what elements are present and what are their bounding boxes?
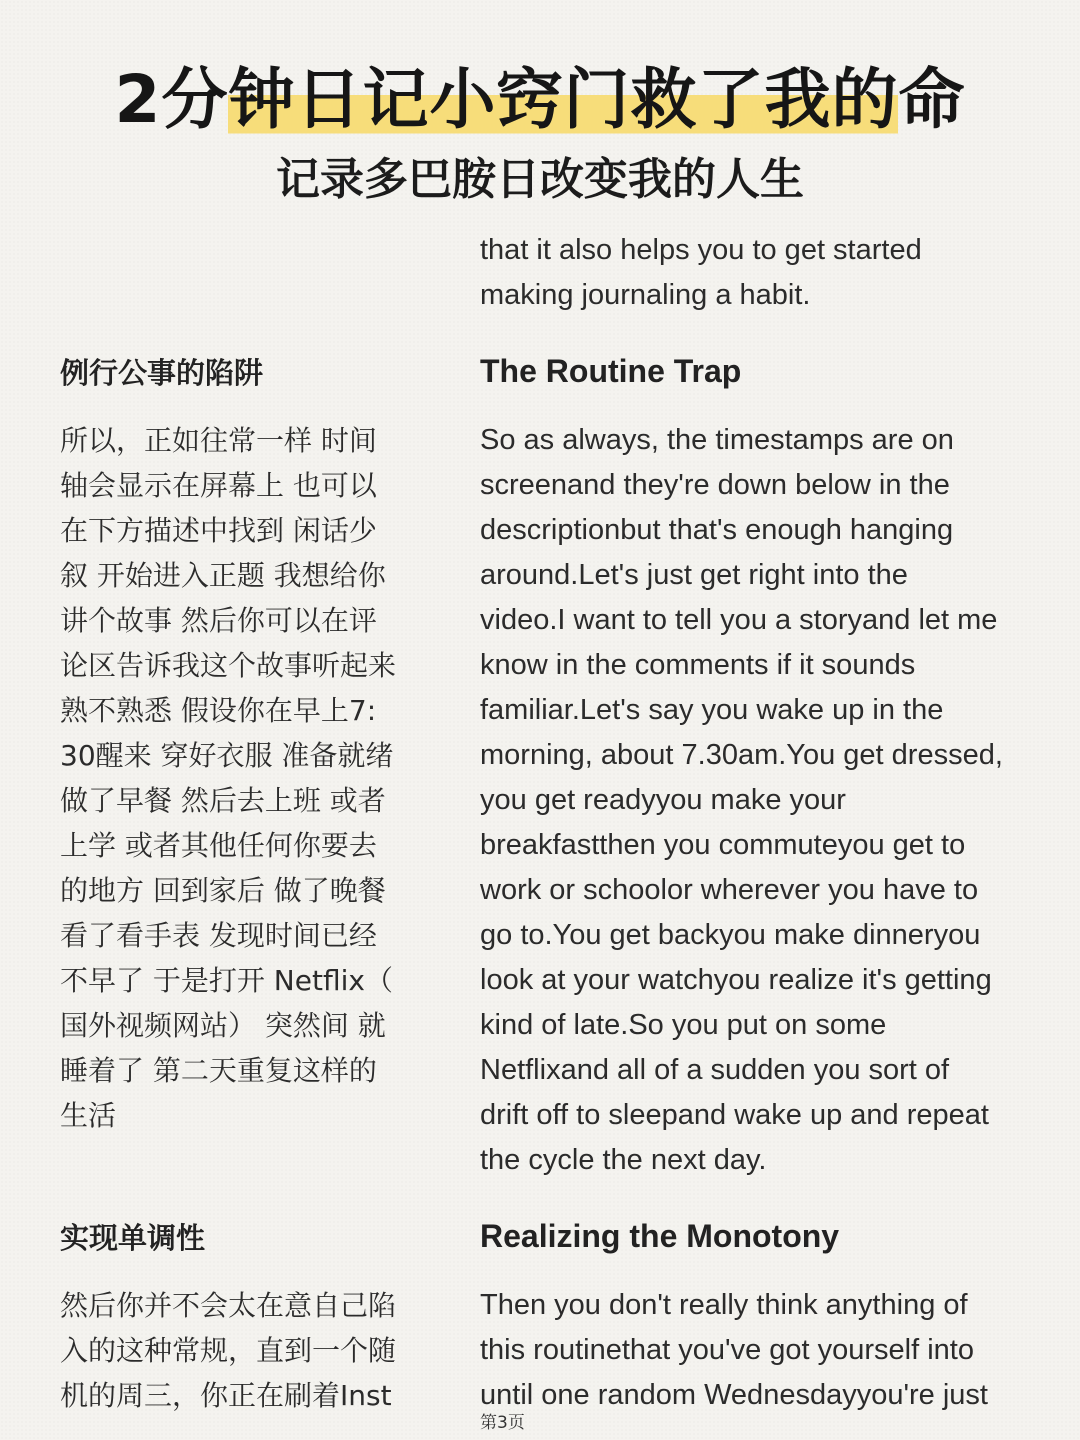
title-highlight: 钟日记小窍门救了我的 — [228, 61, 899, 138]
section-body-zh: 所以，正如往常一样 时间 轴会显示在屏幕上 也可以 在下方描述中找到 闲话少 叙 开始进入正题 我想给你 讲个故事 然后你可以在评 论区告诉我这个故事听起来 熟不熟悉 假设你在早上7: 30醒来 穿好衣服 准备就绪 做了早餐 然后去上班 或者 上学 或者其他任何你要去 的地方 回到家后 做了晚餐 看了看手表 发现时间已经 不早了 于是打开 Netflix（ 国外视频网站） 突然间 就 睡着了 第二天重复这样的 生活 — [60, 424, 397, 1132]
section-body-en: Then you don't really think anything of this routinethat you've got yourself into until one random Wednesdayyou're just — [480, 1289, 988, 1411]
title-suffix: 命 — [898, 61, 966, 138]
section-body-zh: 然后你并不会太在意自己陷 入的这种常规，直到一个随 机的周三，你正在刷着Inst — [60, 1289, 397, 1412]
title-prefix: 2分 — [114, 61, 229, 138]
section-heading-zh: 例行公事的陷阱 — [60, 356, 264, 390]
section-heading-en: Realizing the Monotony — [480, 1218, 840, 1254]
section-heading-zh: 实现单调性 — [60, 1221, 206, 1255]
page-subtitle: 记录多巴胺日改变我的人生 — [276, 154, 804, 205]
title-wrapper — [0, 58, 1080, 142]
section-body-en: So as always, the timestamps are on screenand they're down below in the descriptionbut that's enough hanging around.Let's just get right into the video.I want to tell you a storyand let me know in the comments if it sounds familiar.Let's say you wake up in the morning, about 7.30am.You get dressed, you get readyyou make your breakfastthen you commuteyou get to work or schoolor wherever you have to go to.You get backyou make dinneryou look at your watchyou realize it's getting kind of late.So you put on some Netflixand all of a sudden you sort of drift off to sleepand wake up and repeat the cycle the next day. — [480, 424, 1003, 1176]
page-title — [115, 58, 966, 142]
page-number: 第3页 — [480, 1413, 525, 1433]
intro-paragraph-en: that it also helps you to get started making journaling a habit. — [480, 234, 922, 311]
section-heading-en: The Routine Trap — [480, 353, 742, 389]
